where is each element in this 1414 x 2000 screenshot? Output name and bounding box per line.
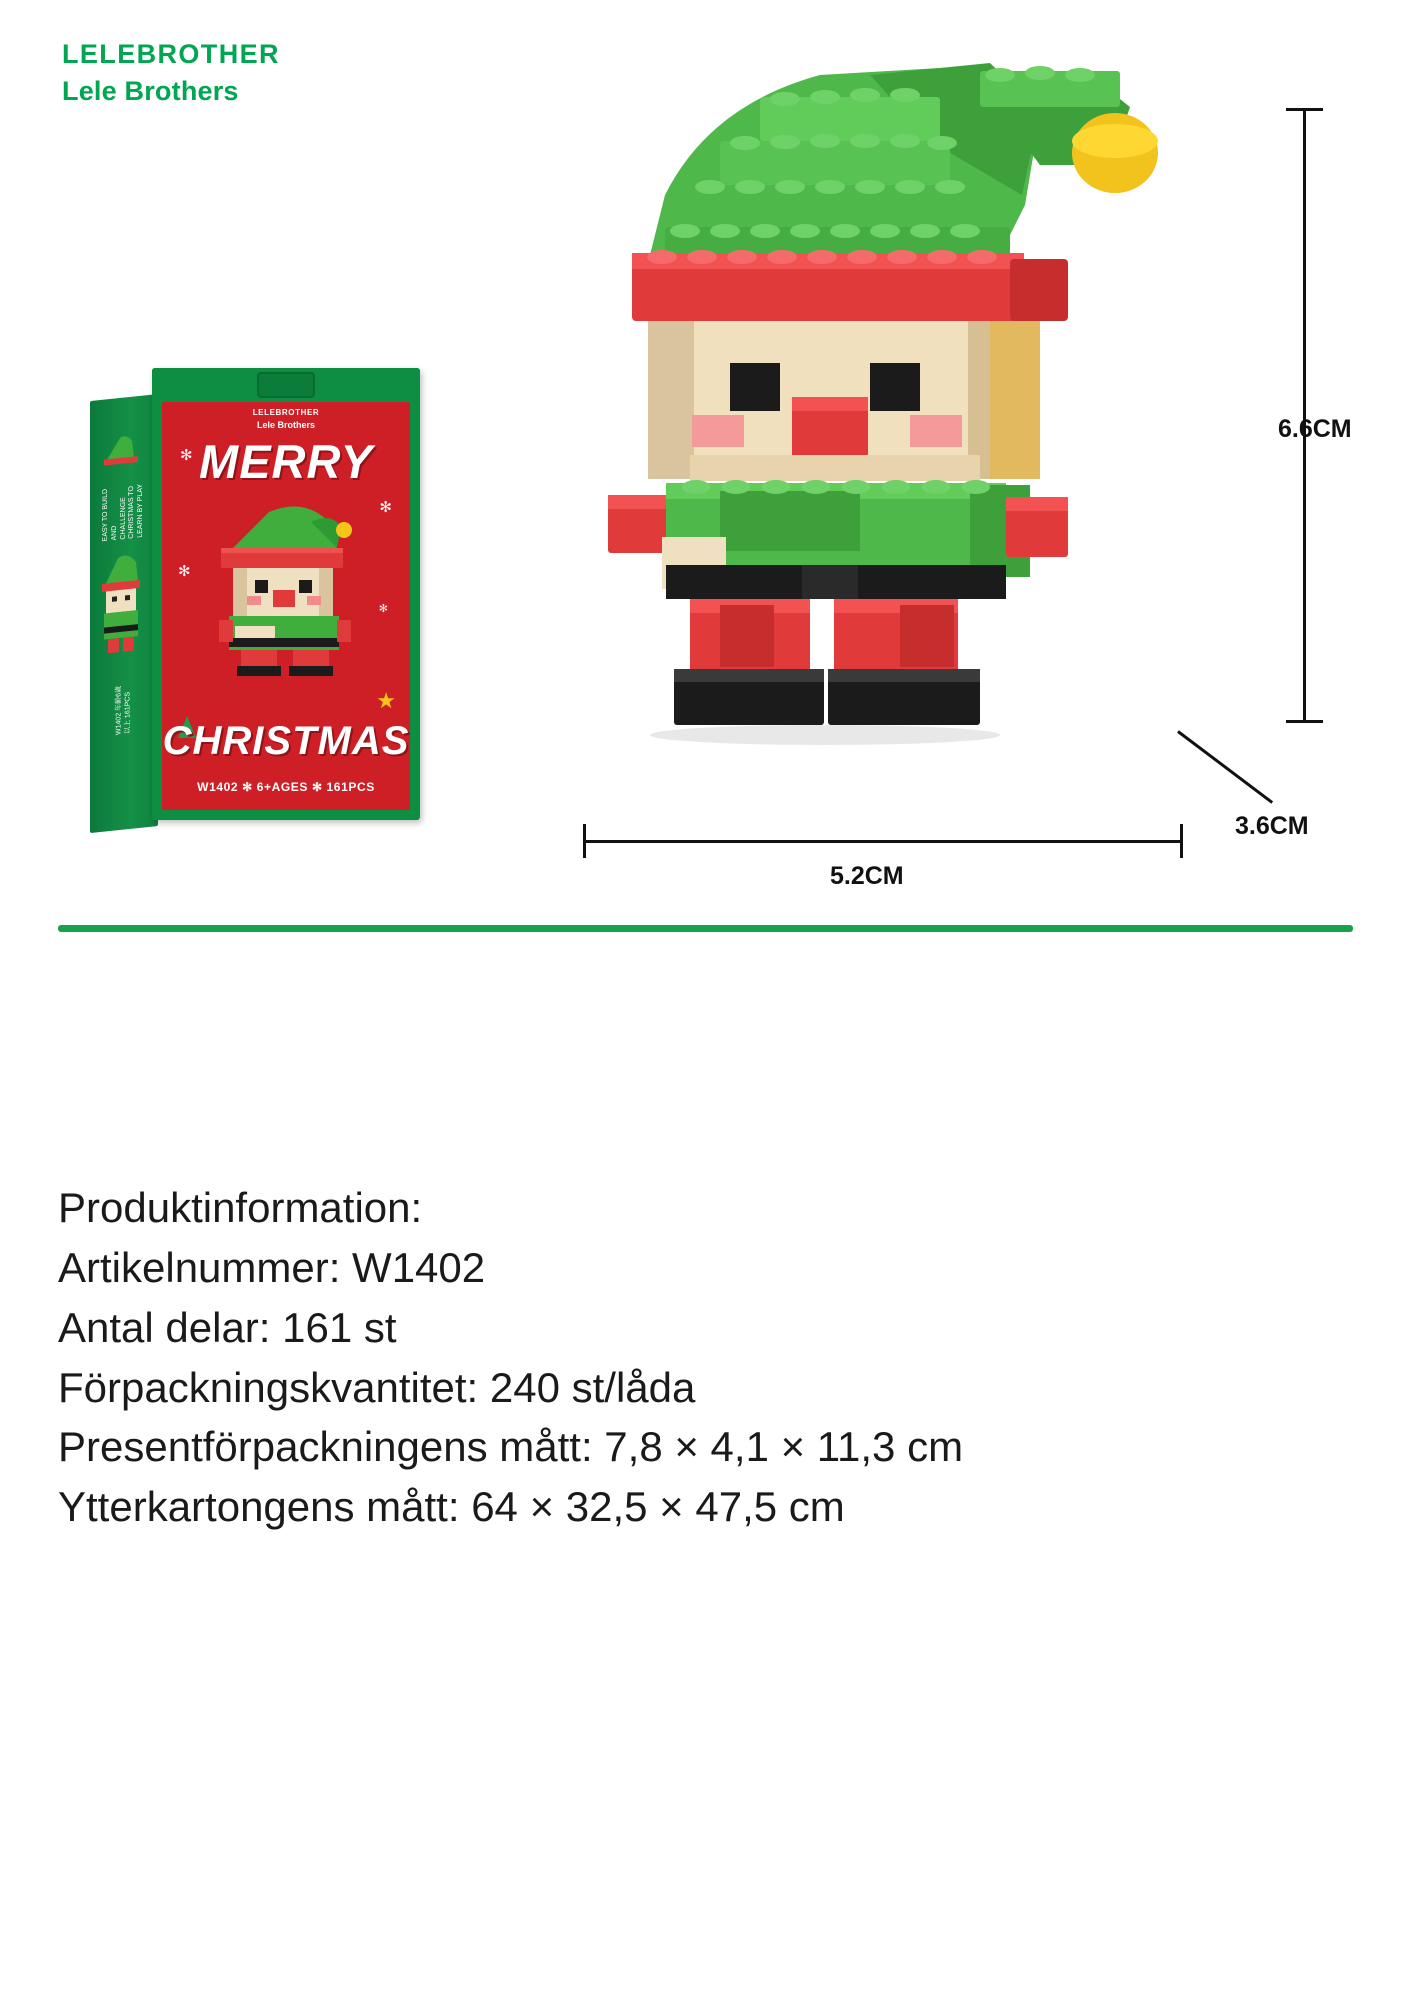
snowflake-icon: ✻ (379, 499, 392, 516)
dimension-width-label: 5.2CM (830, 862, 904, 890)
snowflake-icon: ✻ (178, 563, 191, 580)
product-info-line: Presentförpackningens mått: 7,8 × 4,1 × 11,3 cm (58, 1423, 964, 1471)
package-front (152, 368, 420, 820)
product-info-heading: Produktinformation: (58, 1184, 423, 1231)
package-brand-top: LELEBROTHER (252, 408, 320, 417)
brand-logo-word: LELEBROTHER (62, 39, 280, 69)
package-code-line: W1402 ✻ 6+AGES ✻ 161PCS (197, 780, 375, 794)
brick-figure-render (570, 45, 1190, 835)
snowflake-icon: ✻ (378, 603, 388, 615)
package-top-strip (152, 368, 420, 402)
package-title-christmas: CHRISTMAS (162, 719, 410, 763)
product-info-line: Antal delar: 161 st (58, 1303, 397, 1351)
depth-dimension-line (1177, 730, 1273, 803)
package-figure-art (211, 498, 361, 678)
dimension-height-label: 6.6CM (1278, 415, 1352, 443)
spine-figure-icon (98, 545, 144, 660)
brand-logo (62, 40, 280, 107)
product-info-block (58, 1180, 1358, 1539)
package-brand-sub: Lele Brothers (256, 420, 316, 430)
dimension-depth-label: 3.6CM (1235, 812, 1309, 840)
product-package-box (90, 368, 420, 828)
package-spine-text-top: EASY TO BUILD AND CHALLENGE CHRISTMAS TO LEARN BY PLAY (102, 483, 145, 542)
star-icon: ★ (376, 688, 396, 713)
width-cap-left (583, 824, 586, 858)
brand-logo-sub: Lele Brothers (62, 75, 239, 106)
brick-figure-svg (570, 45, 1190, 835)
width-cap-right (1180, 824, 1183, 858)
product-info-line: Artikelnummer: W1402 (58, 1243, 486, 1291)
package-front-panel (162, 402, 410, 810)
width-dimension-line (583, 840, 1183, 843)
height-cap-top (1286, 108, 1323, 111)
spine-hat-icon (104, 432, 138, 466)
height-cap-bottom (1286, 720, 1323, 723)
package-title-merry: MERRY (199, 435, 373, 488)
snowflake-icon: ✻ (180, 447, 193, 464)
product-info-line: Förpackningskvantitet: 240 st/låda (58, 1363, 696, 1411)
product-info-line: Ytterkartongens mått: 64 × 32,5 × 47,5 cm (58, 1483, 845, 1531)
package-spine-text-bottom: W1402 年齢6歳以上 161PCS (115, 685, 131, 736)
package-spine (90, 394, 158, 833)
section-divider (58, 925, 1353, 932)
product-hero (0, 0, 1414, 925)
package-hang-hole (257, 372, 315, 398)
